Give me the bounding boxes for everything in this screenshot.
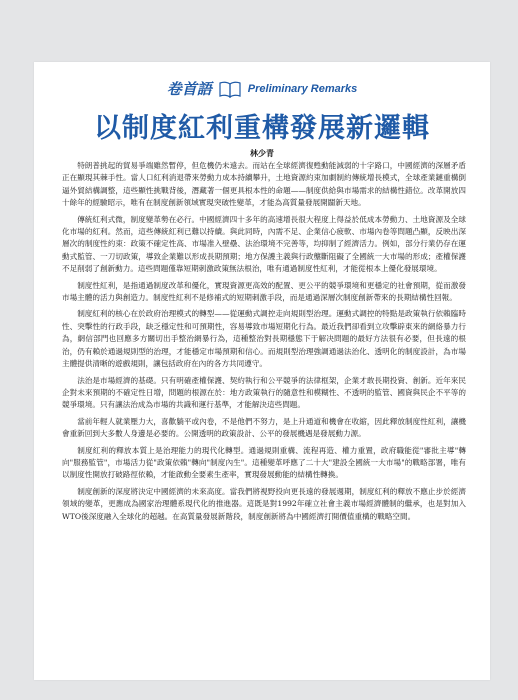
column-title-cn: 卷首語	[166, 80, 212, 98]
paragraph: 特朗普挑起的貿易爭端雖然暫停，但危機仍未遠去。而站在全球經濟復甦動能減弱的十字路口，中國經濟的深層矛盾正在顯現其棘手性。當人口紅利消退帶來勞動力成本持續攀升，土地資源約束加劇制約傳統增長模式，全球產業鏈重構倒逼外貿結構調整，這些顯性挑戰背後，潛藏著一個更具根本性的命題——制度供給與市場需求的結構性錯位。改革開放四十餘年的經驗昭示，唯有在制度創新領域實現突破性變革，才能為高質量發展開闢新天地。	[62, 161, 466, 208]
article-title: 以制度紅利重構發展新邏輯	[94, 113, 430, 144]
article-author: 林少青	[250, 148, 274, 158]
column-header	[34, 78, 490, 99]
paragraph: 制度性紅利，是指通過制度改革和優化，實現資源更高效的配置、更公平的競爭環境和更穩定的社會預期，從而激發市場主體的活力與創造力。制度性紅利不是修補式的短期刺激手段，而是通過深層次制度創新帶來的長期結構性回報。	[62, 280, 466, 303]
paragraph: 制度創新的深度將決定中國經濟的未來高度。當我們將視野投向更長遠的發展週期，制度紅利的釋放不應止步於經濟領域的變革，更應成為國家治理體系現代化的推進器。這既是對1992年確立社會主義市場經濟體制的繼承，也是對加入WTO後深度融入全球化的超越。在高質量發展新階段，制度創新將為中國經濟打開價值重構的戰略空間。	[62, 486, 466, 521]
paragraph: 當前年輕人就業壓力大，喜歡躺平或內卷，不是他們不努力，是上升通道和機會在收縮，因此釋放制度性紅利，讓機會重新回到大多數人身邊是必要的。公開透明的政策設計、公平的發展機遇是發展動力源。	[62, 416, 466, 439]
paragraph: 制度紅利的核心在於政府治理模式的轉型——從運動式調控走向規則型治理。運動式調控的特點是政策執行依賴臨時性、突擊性的行政手段，缺乏穩定性和可預期性，容易導致市場短期化行為。最近我們卻看到立攻擊辟東來的網絡暴力行為，網信部門也回應多方關切出手整治網暴行為，這種整治對長期穩態下于解决問題的最好方法很有必要，但長遠的根治，仍有賴於通過規則型的治理，才能穩定市場預期和信心。而規則型治理強調通過法治化、透明化的制度設計，為市場主體提供清晰的遊戲規則，讓包括政府在內的各方共同遵守。	[62, 309, 466, 369]
paragraph: 法治是市場經濟的基礎。只有明確產權保護、契約執行和公平競爭的法律框架，企業才敢長期投資、創新。近年來民企對未來預期的不確定性日增，問題的根源在於：地方政策執行的隨意性和模糊性、不透明的監管、國資與民企不平等的競爭環境。只有讓法治成為市場的共識和運行基準，才能解決這些問題。	[62, 375, 466, 410]
article-body	[62, 160, 466, 527]
open-book-icon	[218, 80, 242, 98]
paragraph: 傳統紅利式微，制度變革勢在必行。中國經濟四十多年的高速增長很大程度上得益於低成本勞動力、土地資源及全球化市場的紅利。然而，這些傳統紅利已難以持續。與此同時，內需不足、企業信心疲軟、市場內卷等問題凸顯，反映出深層次的制度性約束：政策不確定性高、市場准入壁壘、法治環境不完善等，均抑制了經濟活力。例如，部分行業仍存在運動式監管、一刀切政策，導致企業難以形成長期預期；地方保護主義與行政壟斷阻礙了全國統一大市場的形成；產權保護不足削弱了創新動力。這些問題僅靠短期刺激政策無法根治，唯有通過制度性紅利，才能從根本上優化發展環境。	[62, 214, 466, 274]
magazine-page	[34, 62, 490, 680]
paragraph: 制度紅利的釋放本質上是治理能力的現代化轉型。通過規則重構、流程再造、權力重置，政府職能從"審批主導"轉向"服務監管"，市場活力從"政策依賴"轉向"制度內生"。這種變革呼應了二十大"建設全國統一大市場"的戰略部署，唯有以制度性開放打破路徑依賴，才能啟動全要素生產率，實現發展動能的結構性轉換。	[62, 445, 466, 480]
column-title-en: Preliminary Remarks	[247, 82, 358, 95]
